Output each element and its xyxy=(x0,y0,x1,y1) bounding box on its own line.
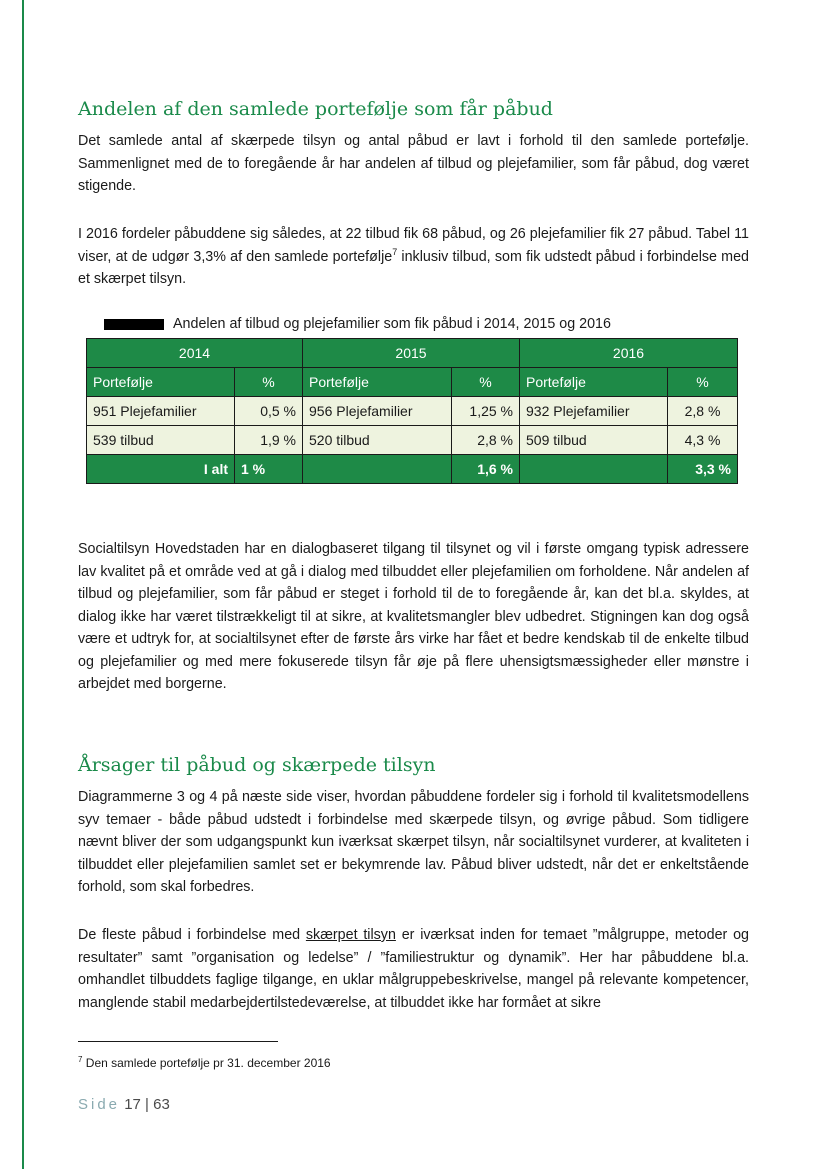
col-pct: % xyxy=(668,368,738,397)
table-year-row xyxy=(87,339,738,368)
year-2015: 2015 xyxy=(303,339,520,368)
section-heading-causes: Årsager til påbud og skærpede tilsyn xyxy=(78,754,436,776)
footnote-ref: 7 xyxy=(392,246,398,257)
table-caption xyxy=(104,316,611,332)
paragraph-themes: De fleste påbud i forbindelse med skærpet tilsyn er iværksat inden for temaet ”målgruppe, metoder og resultater” samt ”organisation og ledelse” / ”familiestruktur og dynamik”. Her har påbuddene bl.a. omhandlet tilbuddets faglige tilgange, en uklar målgruppebeskrivelse, mangel på relevante kompetencer, manglende stabil medarbejdertilstedeværelse, at tilbuddet ikke har formået at sikre xyxy=(78,927,749,1011)
total-2015: 1,6 % xyxy=(452,455,520,484)
col-pct: % xyxy=(235,368,303,397)
table-cell-empty xyxy=(303,455,452,484)
table-cell: 2,8 % xyxy=(668,397,738,426)
table-total-row xyxy=(87,455,738,484)
year-2016: 2016 xyxy=(520,339,738,368)
total-2014: 1 % xyxy=(235,455,303,484)
table-cell-empty xyxy=(520,455,668,484)
col-pct: % xyxy=(452,368,520,397)
table-cell: 539 tilbud xyxy=(87,426,235,455)
total-label: I alt xyxy=(87,455,235,484)
paragraph-intro: Det samlede antal af skærpede tilsyn og antal påbud er lavt i forhold til den samlede portefølje. Sammenlignet med de to foregående år har andelen af tilbud og plejefamilier, som får påbud, dog været stigende. xyxy=(78,133,749,194)
paragraph-2016-distribution: I 2016 fordeler påbuddene sig således, at 22 tilbud fik 68 påbud, og 26 plejefamilier fik 27 påbud. Tabel 11 viser, at de udgør 3,3% af den samlede portefølje$^7$ inklusiv tilbud, som fik udstedt påbud i forbindelse med et skærpet tilsyn. xyxy=(78,226,749,287)
table-cell: 956 Plejefamilier xyxy=(303,397,452,426)
year-2014: 2014 xyxy=(87,339,303,368)
section-heading-portfolio: Andelen af den samlede portefølje som får påbud xyxy=(78,98,553,120)
table-cell: 520 tilbud xyxy=(303,426,452,455)
injunction-share-table xyxy=(86,338,738,484)
page-number: Side 17 | 63 xyxy=(78,1096,170,1113)
col-portfolio: Portefølje xyxy=(87,368,235,397)
table-column-header-row xyxy=(87,368,738,397)
col-portfolio: Portefølje xyxy=(303,368,452,397)
total-2016: 3,3 % xyxy=(668,455,738,484)
table-cell: 509 tilbud xyxy=(520,426,668,455)
footnote: $^7$ Den samlede portefølje pr 31. december 2016 xyxy=(78,1055,331,1070)
table-cell: 951 Plejefamilier xyxy=(87,397,235,426)
footnote-separator xyxy=(78,1041,278,1042)
table-cell: 1,9 % xyxy=(235,426,303,455)
caption-text: Andelen af tilbud og plejefamilier som fik påbud i 2014, 2015 og 2016 xyxy=(173,316,611,332)
table-row xyxy=(87,426,738,455)
page-label: Side xyxy=(78,1096,121,1113)
left-margin-rule xyxy=(22,0,24,1169)
col-portfolio: Portefølje xyxy=(520,368,668,397)
table-row xyxy=(87,397,738,426)
table-cell: 932 Plejefamilier xyxy=(520,397,668,426)
table-cell: 1,25 % xyxy=(452,397,520,426)
table-cell: 2,8 % xyxy=(452,426,520,455)
paragraph-diagrams: Diagrammerne 3 og 4 på næste side viser, hvordan påbuddene fordeler sig i forhold til kvalitetsmodellens syv temaer - både påbud udstedt i forbindelse med skærpede tilsyn, og øvrige påbud. Som tidligere nævnt bliver der som udgangspunkt kun iværksat skærpet tilsyn, når socialtilsynet vurderer, at kvaliteten i tilbuddet eller plejefamilien samlet set er bekymrende lav. Påbud bliver udstedt, når det er enkeltstående forhold, som skal forbedres. xyxy=(78,789,749,895)
caption-black-bar xyxy=(104,319,164,330)
table-cell: 0,5 % xyxy=(235,397,303,426)
table-cell: 4,3 % xyxy=(668,426,738,455)
underlined-term: skærpet tilsyn xyxy=(305,927,396,943)
paragraph-dialogue-approach: Socialtilsyn Hovedstaden har en dialogbaseret tilgang til tilsynet og vil i første omgang typisk adressere lav kvalitet på et område ved at gå i dialog med tilbuddet eller plejefamilien om forholdene. Når andelen af tilbud og plejefamilier, som får påbud er steget i forhold til de to foregående år, kan det bl.a. skyldes, at dialog ikke har været tilstrækkeligt til at sikre, at kvalitetsmangler blev udbedret. Stigningen kan dog også være et udtryk for, at socialtilsynet efter de første års virke har fået et bedre kendskab til de enkelte tilbud og plejefamilier og med mere fokuserede tilsyn får øje på flere uhensigtsmæssigheder eller mønstre i arbejdet med borgerne. xyxy=(78,541,749,692)
